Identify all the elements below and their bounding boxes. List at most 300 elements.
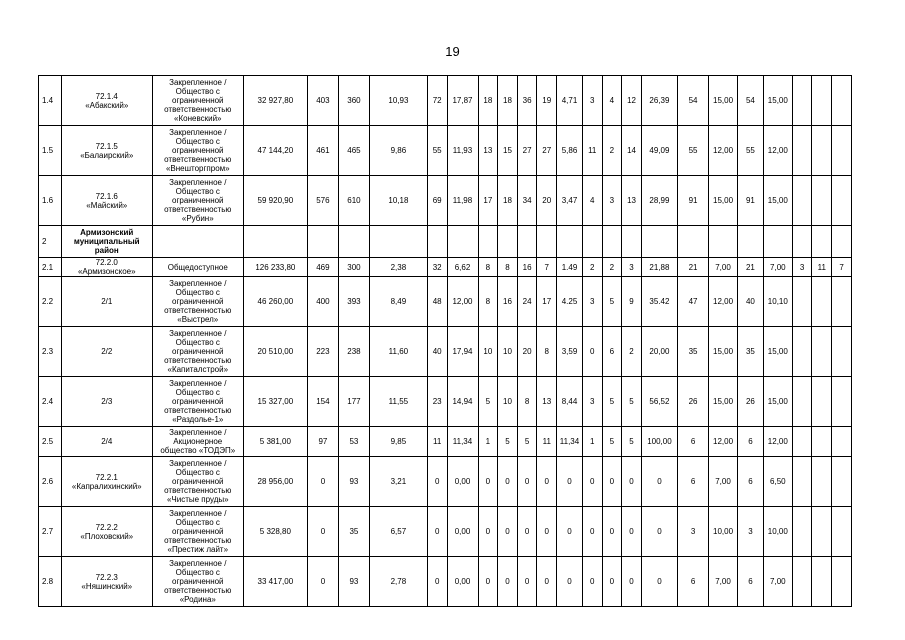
- value-cell: 56,52: [641, 377, 677, 427]
- value-cell: 0: [641, 457, 677, 507]
- value-cell: [832, 427, 852, 457]
- value-cell: 8: [498, 258, 518, 277]
- value-cell: 18: [498, 176, 518, 226]
- value-cell: 0,00: [447, 507, 478, 557]
- value-cell: 47: [678, 277, 709, 327]
- value-cell: 0: [622, 557, 642, 607]
- value-cell: 10: [498, 327, 518, 377]
- value-cell: 0: [498, 507, 518, 557]
- value-cell: 17,87: [447, 76, 478, 126]
- value-cell: 4,71: [557, 76, 583, 126]
- value-cell: 16: [517, 258, 537, 277]
- value-cell: [792, 176, 812, 226]
- value-cell: 11: [812, 258, 832, 277]
- value-cell: 35: [338, 507, 369, 557]
- value-cell: 33 417,00: [243, 557, 307, 607]
- value-cell: 0: [517, 507, 537, 557]
- row-number-cell: 2.3: [39, 327, 62, 377]
- hunting-ground-name-cell: 2/3: [61, 377, 152, 427]
- value-cell: [792, 226, 812, 258]
- value-cell: 14,94: [447, 377, 478, 427]
- value-cell: [709, 226, 738, 258]
- value-cell: 0: [478, 557, 498, 607]
- value-cell: 11,98: [447, 176, 478, 226]
- value-cell: 28 956,00: [243, 457, 307, 507]
- table-row: [39, 176, 852, 226]
- value-cell: 0: [641, 507, 677, 557]
- ground-type-cell: Закрепленное / Общество с ограниченной ответственностью «Выстрел»: [152, 277, 243, 327]
- value-cell: 8: [517, 377, 537, 427]
- value-cell: 12,00: [709, 277, 738, 327]
- hunting-ground-name-cell: 72.2.2 «Плоховский»: [61, 507, 152, 557]
- value-cell: [792, 327, 812, 377]
- value-cell: 5: [498, 427, 518, 457]
- value-cell: 5: [478, 377, 498, 427]
- value-cell: [678, 226, 709, 258]
- value-cell: 0: [602, 557, 622, 607]
- value-cell: 0: [622, 457, 642, 507]
- value-cell: 2,78: [369, 557, 427, 607]
- value-cell: [812, 557, 832, 607]
- ground-type-cell: Закрепленное / Общество с ограниченной ответственностью «Престиж лайт»: [152, 507, 243, 557]
- value-cell: 0: [602, 507, 622, 557]
- value-cell: 7: [832, 258, 852, 277]
- value-cell: 18: [498, 76, 518, 126]
- value-cell: [812, 277, 832, 327]
- value-cell: 55: [427, 126, 447, 176]
- value-cell: [738, 226, 764, 258]
- value-cell: 0,00: [447, 557, 478, 607]
- value-cell: 35: [738, 327, 764, 377]
- value-cell: 7,00: [763, 557, 792, 607]
- value-cell: [792, 507, 812, 557]
- value-cell: 0: [557, 507, 583, 557]
- value-cell: 53: [338, 427, 369, 457]
- value-cell: 15,00: [763, 377, 792, 427]
- value-cell: 24: [517, 277, 537, 327]
- value-cell: [832, 277, 852, 327]
- value-cell: 47 144,20: [243, 126, 307, 176]
- hunting-ground-name-cell: 2/2: [61, 327, 152, 377]
- value-cell: 2,38: [369, 258, 427, 277]
- value-cell: 21: [678, 258, 709, 277]
- hunting-ground-name-cell: 72.1.4 «Абакский»: [61, 76, 152, 126]
- value-cell: [427, 226, 447, 258]
- value-cell: [763, 226, 792, 258]
- value-cell: 46 260,00: [243, 277, 307, 327]
- value-cell: 3: [738, 507, 764, 557]
- ground-type-cell: Закрепленное / Общество с ограниченной ответственностью «Чистые пруды»: [152, 457, 243, 507]
- value-cell: 12,00: [763, 126, 792, 176]
- hunting-grounds-table: [38, 75, 852, 607]
- value-cell: 9,85: [369, 427, 427, 457]
- value-cell: [832, 226, 852, 258]
- value-cell: 6,57: [369, 507, 427, 557]
- ground-type-cell: Закрепленное / Общество с ограниченной ответственностью «Капиталстрой»: [152, 327, 243, 377]
- value-cell: 10,10: [763, 277, 792, 327]
- row-number-cell: 2.2: [39, 277, 62, 327]
- page-number: 19: [445, 44, 460, 59]
- value-cell: 8: [478, 258, 498, 277]
- value-cell: 12,00: [447, 277, 478, 327]
- value-cell: [812, 176, 832, 226]
- value-cell: 3: [602, 176, 622, 226]
- value-cell: [582, 226, 602, 258]
- table-row: [39, 327, 852, 377]
- value-cell: 393: [338, 277, 369, 327]
- value-cell: 34: [517, 176, 537, 226]
- value-cell: 0: [582, 507, 602, 557]
- value-cell: 5,86: [557, 126, 583, 176]
- value-cell: 5: [622, 377, 642, 427]
- value-cell: 6: [738, 457, 764, 507]
- value-cell: [792, 377, 812, 427]
- value-cell: 4.25: [557, 277, 583, 327]
- value-cell: 72: [427, 76, 447, 126]
- value-cell: [812, 76, 832, 126]
- value-cell: 3,59: [557, 327, 583, 377]
- value-cell: 126 233,80: [243, 258, 307, 277]
- value-cell: 3: [582, 76, 602, 126]
- value-cell: [792, 126, 812, 176]
- hunting-ground-name-cell: 72.2.0 «Армизонское»: [61, 258, 152, 277]
- value-cell: 8,44: [557, 377, 583, 427]
- value-cell: [832, 507, 852, 557]
- value-cell: 0: [498, 557, 518, 607]
- value-cell: 0: [498, 457, 518, 507]
- value-cell: [338, 226, 369, 258]
- value-cell: 15,00: [709, 327, 738, 377]
- value-cell: 55: [678, 126, 709, 176]
- value-cell: 465: [338, 126, 369, 176]
- value-cell: 15,00: [763, 76, 792, 126]
- value-cell: 7,00: [709, 457, 738, 507]
- value-cell: 360: [338, 76, 369, 126]
- value-cell: 35: [678, 327, 709, 377]
- value-cell: 10,00: [709, 507, 738, 557]
- value-cell: 5: [602, 377, 622, 427]
- value-cell: 19: [537, 76, 557, 126]
- hunting-ground-name-cell: Армизонский муниципальный район: [61, 226, 152, 258]
- value-cell: 21: [738, 258, 764, 277]
- value-cell: 1: [582, 427, 602, 457]
- value-cell: 36: [517, 76, 537, 126]
- value-cell: 0: [307, 457, 338, 507]
- value-cell: 40: [738, 277, 764, 327]
- value-cell: [792, 427, 812, 457]
- table-row: [39, 76, 852, 126]
- value-cell: [812, 427, 832, 457]
- ground-type-cell: Закрепленное / Общество с ограниченной ответственностью «Коневский»: [152, 76, 243, 126]
- value-cell: 23: [427, 377, 447, 427]
- value-cell: 6: [738, 427, 764, 457]
- value-cell: 403: [307, 76, 338, 126]
- value-cell: 9,86: [369, 126, 427, 176]
- value-cell: 0,00: [447, 457, 478, 507]
- value-cell: 6: [602, 327, 622, 377]
- value-cell: 16: [498, 277, 518, 327]
- value-cell: [812, 226, 832, 258]
- value-cell: 13: [478, 126, 498, 176]
- value-cell: 17: [537, 277, 557, 327]
- value-cell: 0: [307, 557, 338, 607]
- value-cell: 7,00: [709, 258, 738, 277]
- ground-type-cell: Закрепленное / Общество с ограниченной ответственностью «Родина»: [152, 557, 243, 607]
- value-cell: 13: [622, 176, 642, 226]
- value-cell: 27: [537, 126, 557, 176]
- value-cell: 48: [427, 277, 447, 327]
- value-cell: [792, 557, 812, 607]
- value-cell: 7: [537, 258, 557, 277]
- table-row: [39, 507, 852, 557]
- value-cell: 5 381,00: [243, 427, 307, 457]
- value-cell: 11: [537, 427, 557, 457]
- row-number-cell: 2.4: [39, 377, 62, 427]
- value-cell: 7,00: [709, 557, 738, 607]
- ground-type-cell: Закрепленное / Общество с ограниченной ответственностью «Раздолье-1»: [152, 377, 243, 427]
- value-cell: 27: [517, 126, 537, 176]
- value-cell: 10: [478, 327, 498, 377]
- value-cell: 469: [307, 258, 338, 277]
- value-cell: 0: [537, 507, 557, 557]
- ground-type-cell: Закрепленное / Акционерное общество «ТОДЭП»: [152, 427, 243, 457]
- value-cell: 1.49: [557, 258, 583, 277]
- value-cell: 11: [582, 126, 602, 176]
- value-cell: [812, 377, 832, 427]
- value-cell: 0: [427, 557, 447, 607]
- row-number-cell: 1.4: [39, 76, 62, 126]
- value-cell: 3: [582, 277, 602, 327]
- value-cell: [602, 226, 622, 258]
- value-cell: 15,00: [763, 327, 792, 377]
- value-cell: 11,34: [557, 427, 583, 457]
- value-cell: 21,88: [641, 258, 677, 277]
- value-cell: [812, 507, 832, 557]
- value-cell: 20: [517, 327, 537, 377]
- hunting-ground-name-cell: 72.2.3 «Няшинский»: [61, 557, 152, 607]
- value-cell: 6,62: [447, 258, 478, 277]
- hunting-ground-name-cell: 72.1.5 «Балаирский»: [61, 126, 152, 176]
- value-cell: 223: [307, 327, 338, 377]
- value-cell: 4: [602, 76, 622, 126]
- value-cell: 20 510,00: [243, 327, 307, 377]
- value-cell: 3: [622, 258, 642, 277]
- value-cell: [622, 226, 642, 258]
- value-cell: 5 328,80: [243, 507, 307, 557]
- table-row: [39, 557, 852, 607]
- hunting-ground-name-cell: 72.1.6 «Майский»: [61, 176, 152, 226]
- value-cell: [792, 277, 812, 327]
- value-cell: 12,00: [763, 427, 792, 457]
- value-cell: 10,00: [763, 507, 792, 557]
- value-cell: 17,94: [447, 327, 478, 377]
- row-number-cell: 2.5: [39, 427, 62, 457]
- value-cell: 11,55: [369, 377, 427, 427]
- value-cell: 14: [622, 126, 642, 176]
- value-cell: 54: [738, 76, 764, 126]
- value-cell: [832, 176, 852, 226]
- value-cell: 12,00: [709, 427, 738, 457]
- value-cell: 12: [622, 76, 642, 126]
- value-cell: 0: [557, 557, 583, 607]
- value-cell: 1: [478, 427, 498, 457]
- value-cell: [369, 226, 427, 258]
- value-cell: [447, 226, 478, 258]
- value-cell: 5: [622, 427, 642, 457]
- value-cell: 10: [498, 377, 518, 427]
- value-cell: 69: [427, 176, 447, 226]
- value-cell: 91: [678, 176, 709, 226]
- value-cell: 0: [641, 557, 677, 607]
- value-cell: 3,21: [369, 457, 427, 507]
- value-cell: 15,00: [709, 377, 738, 427]
- value-cell: [498, 226, 518, 258]
- value-cell: 32 927,80: [243, 76, 307, 126]
- value-cell: 28,99: [641, 176, 677, 226]
- value-cell: 6,50: [763, 457, 792, 507]
- value-cell: 177: [338, 377, 369, 427]
- table-row: [39, 427, 852, 457]
- value-cell: 26,39: [641, 76, 677, 126]
- value-cell: 2: [602, 126, 622, 176]
- value-cell: [832, 76, 852, 126]
- value-cell: 20,00: [641, 327, 677, 377]
- value-cell: 3,47: [557, 176, 583, 226]
- value-cell: [557, 226, 583, 258]
- value-cell: 154: [307, 377, 338, 427]
- value-cell: 5: [517, 427, 537, 457]
- value-cell: 9: [622, 277, 642, 327]
- ground-type-cell: [152, 226, 243, 258]
- value-cell: 3: [582, 377, 602, 427]
- value-cell: [812, 327, 832, 377]
- value-cell: 238: [338, 327, 369, 377]
- value-cell: 97: [307, 427, 338, 457]
- value-cell: 0: [602, 457, 622, 507]
- value-cell: 3: [678, 507, 709, 557]
- value-cell: [641, 226, 677, 258]
- value-cell: 6: [738, 557, 764, 607]
- table-row: [39, 226, 852, 258]
- value-cell: 18: [478, 76, 498, 126]
- value-cell: 461: [307, 126, 338, 176]
- value-cell: 93: [338, 557, 369, 607]
- value-cell: 6: [678, 427, 709, 457]
- value-cell: 11,93: [447, 126, 478, 176]
- value-cell: 35.42: [641, 277, 677, 327]
- value-cell: 15,00: [709, 76, 738, 126]
- value-cell: 11,60: [369, 327, 427, 377]
- value-cell: 8: [537, 327, 557, 377]
- value-cell: 400: [307, 277, 338, 327]
- table-row: [39, 258, 852, 277]
- value-cell: 93: [338, 457, 369, 507]
- ground-type-cell: Закрепленное / Общество с ограниченной ответственностью «Рубин»: [152, 176, 243, 226]
- value-cell: 2: [622, 327, 642, 377]
- value-cell: 26: [678, 377, 709, 427]
- hunting-ground-name-cell: 2/4: [61, 427, 152, 457]
- value-cell: 0: [537, 457, 557, 507]
- value-cell: 7,00: [763, 258, 792, 277]
- value-cell: 11,34: [447, 427, 478, 457]
- value-cell: [792, 76, 812, 126]
- value-cell: 26: [738, 377, 764, 427]
- value-cell: [537, 226, 557, 258]
- value-cell: [832, 557, 852, 607]
- row-number-cell: 1.6: [39, 176, 62, 226]
- value-cell: [832, 377, 852, 427]
- hunting-ground-name-cell: 72.2.1 «Капралихинский»: [61, 457, 152, 507]
- value-cell: [812, 457, 832, 507]
- value-cell: [812, 126, 832, 176]
- value-cell: 2: [582, 258, 602, 277]
- table-row: [39, 377, 852, 427]
- value-cell: 0: [307, 507, 338, 557]
- value-cell: 13: [537, 377, 557, 427]
- value-cell: 8,49: [369, 277, 427, 327]
- value-cell: [517, 226, 537, 258]
- table-row: [39, 457, 852, 507]
- ground-type-cell: Закрепленное / Общество с ограниченной ответственностью «Внешторгпром»: [152, 126, 243, 176]
- value-cell: 300: [338, 258, 369, 277]
- value-cell: 0: [537, 557, 557, 607]
- value-cell: 54: [678, 76, 709, 126]
- table-row: [39, 277, 852, 327]
- value-cell: 100,00: [641, 427, 677, 457]
- value-cell: 576: [307, 176, 338, 226]
- value-cell: 0: [582, 557, 602, 607]
- value-cell: [832, 457, 852, 507]
- value-cell: 3: [792, 258, 812, 277]
- value-cell: 17: [478, 176, 498, 226]
- value-cell: [478, 226, 498, 258]
- value-cell: 15 327,00: [243, 377, 307, 427]
- value-cell: 8: [478, 277, 498, 327]
- value-cell: 0: [622, 507, 642, 557]
- value-cell: 10,93: [369, 76, 427, 126]
- row-number-cell: 2: [39, 226, 62, 258]
- value-cell: 4: [582, 176, 602, 226]
- value-cell: 0: [517, 557, 537, 607]
- value-cell: 0: [557, 457, 583, 507]
- value-cell: 40: [427, 327, 447, 377]
- value-cell: 0: [427, 457, 447, 507]
- value-cell: 5: [602, 277, 622, 327]
- row-number-cell: 1.5: [39, 126, 62, 176]
- value-cell: 55: [738, 126, 764, 176]
- value-cell: [832, 327, 852, 377]
- value-cell: [832, 126, 852, 176]
- value-cell: 91: [738, 176, 764, 226]
- value-cell: 32: [427, 258, 447, 277]
- hunting-ground-name-cell: 2/1: [61, 277, 152, 327]
- value-cell: 2: [602, 258, 622, 277]
- value-cell: 15: [498, 126, 518, 176]
- row-number-cell: 2.1: [39, 258, 62, 277]
- value-cell: 0: [582, 327, 602, 377]
- value-cell: 11: [427, 427, 447, 457]
- row-number-cell: 2.6: [39, 457, 62, 507]
- row-number-cell: 2.7: [39, 507, 62, 557]
- value-cell: 5: [602, 427, 622, 457]
- value-cell: 6: [678, 557, 709, 607]
- value-cell: 0: [582, 457, 602, 507]
- value-cell: 20: [537, 176, 557, 226]
- value-cell: 0: [517, 457, 537, 507]
- value-cell: 0: [427, 507, 447, 557]
- value-cell: [307, 226, 338, 258]
- value-cell: 0: [478, 457, 498, 507]
